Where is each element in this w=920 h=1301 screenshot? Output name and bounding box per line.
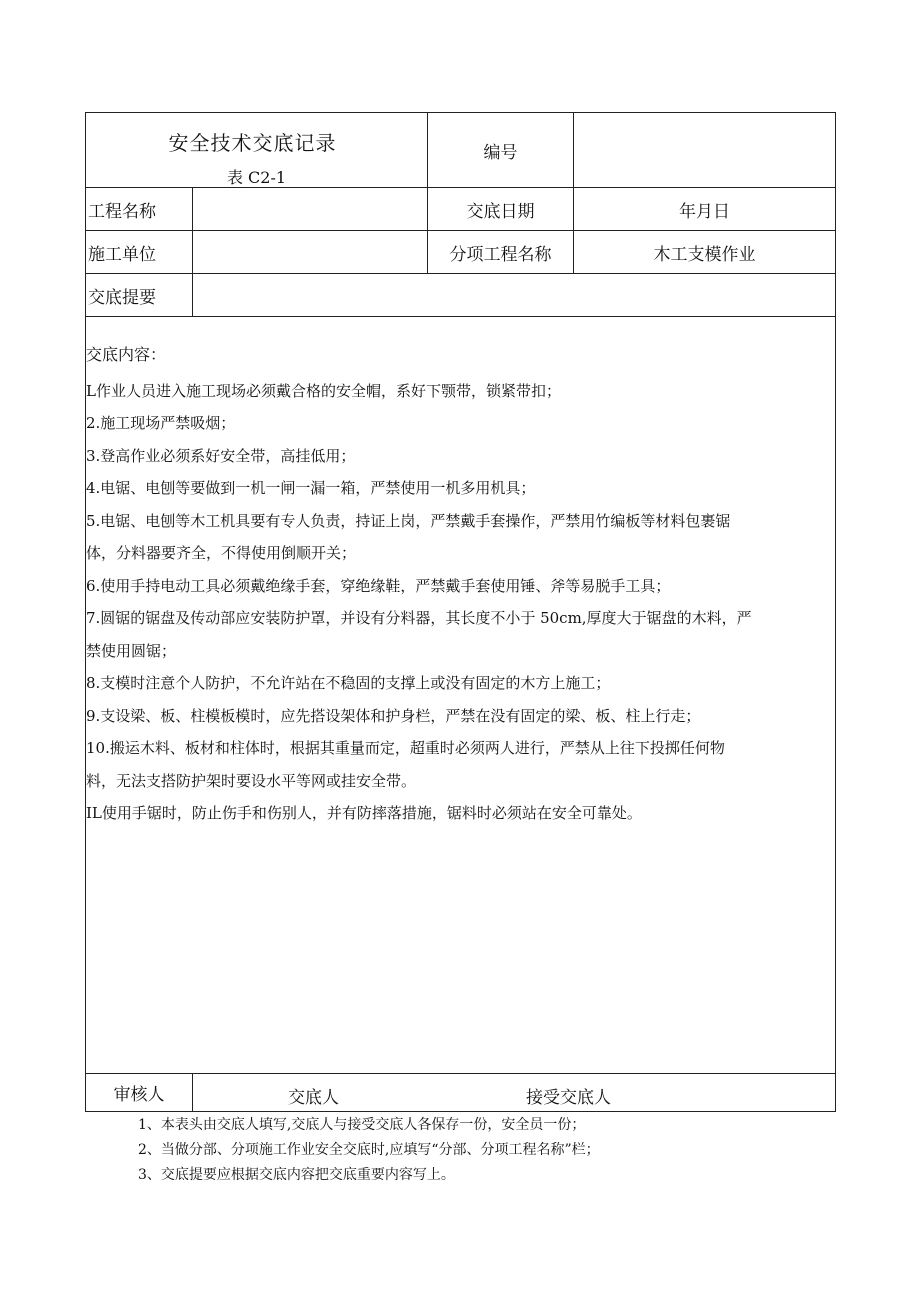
content-line: 6.使用手持电动工具必须戴绝缘手套，穿绝缘鞋，严禁戴手套使用锤、斧等易脱手工具； <box>86 576 671 595</box>
summary-label: 交底提要 <box>86 274 193 317</box>
content-cell <box>86 317 836 1074</box>
footnotes <box>138 1113 600 1188</box>
content-line: 3.登高作业必须系好安全带，高挂低用； <box>86 446 356 465</box>
content-line: 2.施工现场严禁吸烟； <box>86 414 236 432</box>
project-name-value[interactable] <box>193 188 428 231</box>
content-line: IL使用手锯时，防止伤手和伤别人，并有防摔落措施，锯料时必须站在安全可靠处。 <box>86 804 642 822</box>
content-line: 9.支设梁、板、柱模板模时，应先搭设架体和护身栏，严禁在没有固定的梁、板、柱上行走； <box>86 706 701 725</box>
content-line: 4.电锯、电刨等要做到一机一闸一漏一箱，严禁使用一机多用机具； <box>86 479 536 497</box>
content-line: 体，分料器要齐全，不得使用倒顺开关； <box>86 544 357 562</box>
content-line: 5.电锯、电刨等木工机具要有专人负责，持证上岗，严禁戴手套操作，严禁用竹编板等材料包裹锯 <box>86 511 731 530</box>
content-line: 8.支模时注意个人防护，不允许站在不稳固的支撑上或没有固定的木方上施工； <box>86 674 611 692</box>
number-value[interactable] <box>574 113 836 188</box>
form-title: 安全技术交底记录 <box>168 131 337 155</box>
subproject-label: 分项工程名称 <box>428 231 574 274</box>
receiver-label: 接受交底人 <box>526 1088 611 1108</box>
project-name-label: 工程名称 <box>86 188 193 231</box>
signature-cell <box>193 1074 836 1112</box>
content-line: 10.搬运木料、板材和柱体时，根据其重量而定，超重时必须两人进行，严禁从上往下投掷任何物 <box>86 739 725 757</box>
footnote: 3、交底提要应根据交底内容把交底重要内容写上。 <box>138 1167 455 1183</box>
presenter-label: 交底人 <box>288 1088 339 1108</box>
date-value[interactable]: 年月日 <box>574 188 836 231</box>
content-line: 料，无法支搭防护架时要设水平等网或挂安全带。 <box>86 771 417 790</box>
content-line: 禁使用圆锯； <box>86 641 177 660</box>
content-line: 7.圆锯的锯盘及传动部应安装防护罩，并设有分料器，其长度不小于 50cm,厚度大于锯盘的木料，严 <box>86 609 752 627</box>
date-label: 交底日期 <box>428 188 574 231</box>
content-line: L作业人员进入施工现场必须戴合格的安全帽，系好下颚带，锁紧带扣； <box>86 381 561 400</box>
footnote: 1、本表头由交底人填写,交底人与接受交底人各保存一份，安全员一份； <box>138 1117 586 1133</box>
unit-label: 施工单位 <box>86 231 193 274</box>
safety-briefing-form <box>85 112 836 1112</box>
content-heading: 交底内容： <box>86 345 167 364</box>
unit-value[interactable] <box>193 231 428 274</box>
footnote: 2、当做分部、分项施工作业安全交底时,应填写“分部、分项工程名称”栏； <box>138 1142 600 1158</box>
reviewer-label: 审核人 <box>86 1074 193 1112</box>
title-cell <box>86 113 428 188</box>
form-number: 表 C2-1 <box>226 168 287 187</box>
number-label: 编号 <box>428 113 574 188</box>
subproject-value[interactable]: 木工支模作业 <box>574 231 836 274</box>
briefing-content <box>86 317 835 830</box>
summary-value[interactable] <box>193 274 836 317</box>
